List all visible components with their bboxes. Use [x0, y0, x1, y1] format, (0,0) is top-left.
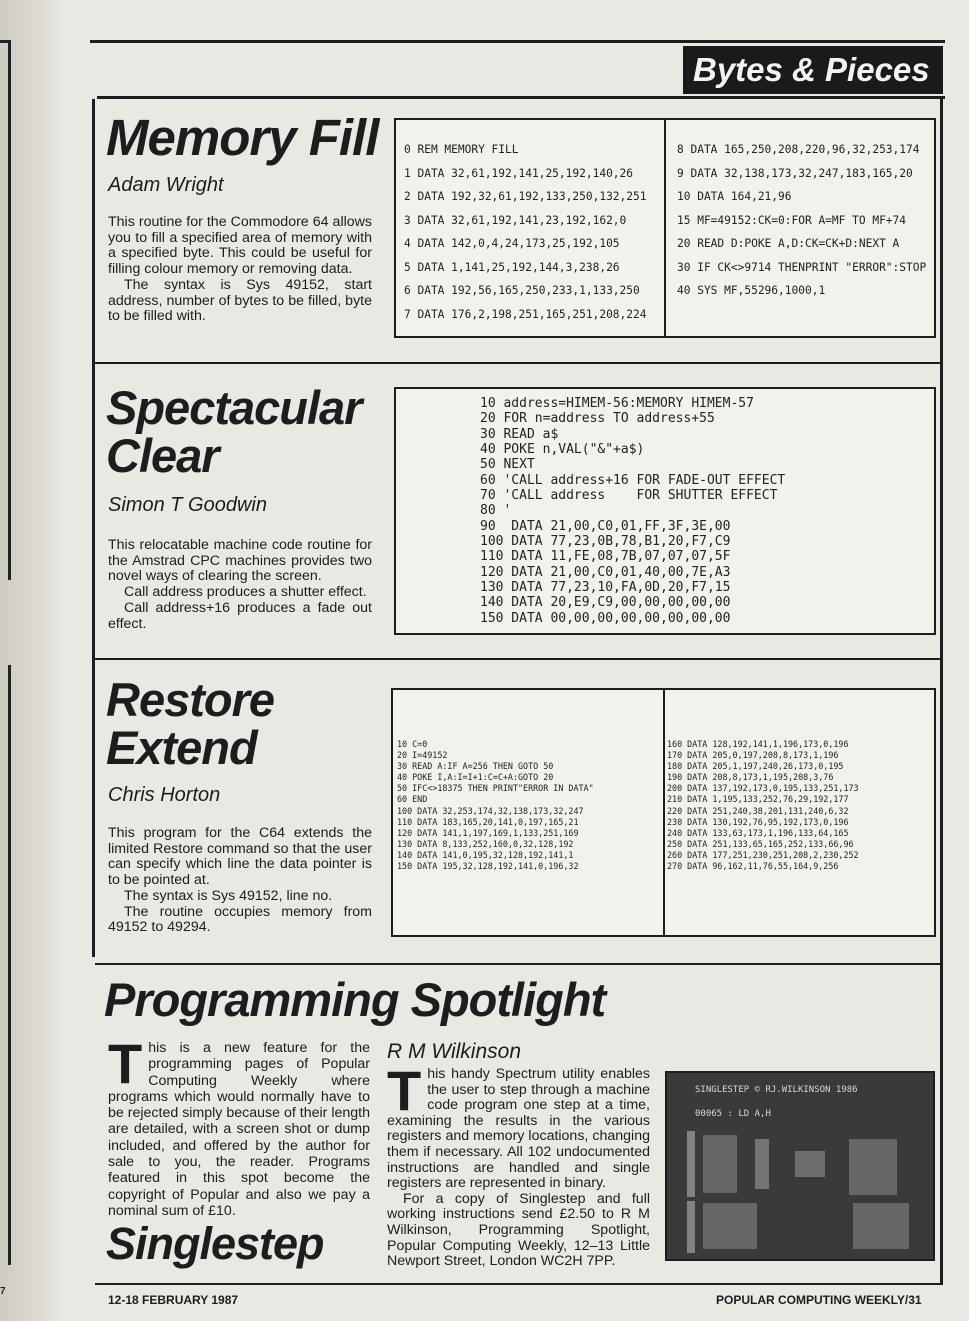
screen-instruction: 00065 : LD A,H	[695, 1109, 771, 1119]
listing-divider	[663, 690, 665, 935]
program-listing	[394, 118, 936, 338]
program-author: R M Wilkinson	[387, 1040, 521, 1063]
header-rule	[97, 96, 945, 99]
paragraph: Call address+16 produces a fade out effect.	[108, 599, 372, 632]
header-rule	[90, 40, 945, 43]
listing-line: 90 DATA 21,00,C0,01,FF,3F,3E,00	[480, 518, 731, 534]
listing-column	[677, 138, 926, 303]
paragraph: This relocatable machine code routine for the Amstrad CPC machines provides two novel ways of clearing the screen.	[108, 537, 372, 585]
listing-line: 70 'CALL address FOR SHUTTER EFFECT	[480, 488, 778, 504]
program-listing	[391, 688, 936, 937]
spine-rule	[8, 665, 11, 1265]
listing-line: 270 DATA 96,162,11,76,55,164,9,256	[667, 861, 839, 872]
listing-line: 50 NEXT	[480, 457, 535, 473]
listing-line: 2 DATA 192,32,61,192,133,250,132,251	[404, 190, 647, 203]
margin-page-number: 7	[0, 1286, 6, 1297]
listing-line: 220 DATA 251,240,38,201,131,240,6,32	[667, 805, 849, 816]
memory-values	[853, 1203, 909, 1249]
listing-line: 30 READ A:IF A=256 THEN GOTO 50	[397, 761, 554, 772]
article-title	[106, 673, 275, 774]
listing-line: 150 DATA 00,00,00,00,00,00,00,00	[480, 610, 731, 626]
listing-line: 150 DATA 195,32,128,192,141,0,196,32	[397, 861, 579, 872]
listing-line: 60 END	[397, 794, 428, 805]
listing-line: 110 DATA 11,FE,08,7B,07,07,07,5F	[480, 549, 731, 565]
article-title: Memory Fill	[106, 109, 379, 166]
paragraph: The routine occupies memory from 49152 to 49294.	[108, 903, 372, 936]
listing-line: 30 IF CK<>9714 THENPRINT "ERROR":STOP	[677, 260, 927, 274]
listing-line: 120 DATA 141,1,197,169,1,133,251,169	[397, 827, 579, 838]
spine-rule	[8, 40, 11, 580]
drop-cap: T	[387, 1059, 422, 1122]
listing-line: 80 '	[480, 503, 512, 519]
article-title	[106, 381, 362, 482]
listing-line: 170 DATA 205,0,197,208,8,173,1,196	[667, 750, 839, 761]
program-title: Singlestep	[106, 1218, 324, 1269]
listing-line: 8 DATA 165,250,208,220,96,32,253,174	[677, 143, 920, 156]
register-values	[755, 1139, 769, 1189]
listing-line: 160 DATA 128,192,141,1,196,173,0,196	[667, 739, 849, 749]
frame-right-rule	[940, 99, 943, 1284]
listing-line: 5 DATA 1,141,25,192,144,3,238,26	[404, 260, 620, 274]
title-line: Extend	[106, 721, 257, 774]
spotlight-title: Programming Spotlight	[104, 973, 606, 1026]
footer-publication: POPULAR COMPUTING WEEKLY/31	[716, 1293, 922, 1307]
frame-left-rule	[92, 99, 95, 957]
listing-line: 40 POKE n,VAL("&"+a$)	[480, 442, 645, 458]
listing-line: 140 DATA 20,E9,C9,00,00,00,00,00	[480, 595, 731, 611]
listing-line: 130 DATA 8,133,252,160,0,32,128,192	[397, 838, 574, 849]
article-body	[108, 215, 372, 325]
listing-line: 260 DATA 177,251,230,251,208,2,230,252	[667, 849, 859, 860]
listing-line: 20 I=49152	[397, 750, 448, 761]
article-author: Simon T Goodwin	[108, 494, 267, 516]
section-divider	[95, 963, 940, 965]
register-values	[703, 1135, 737, 1193]
spotlight-intro	[108, 1032, 370, 1219]
article-author: Adam Wright	[108, 174, 224, 196]
listing-line: 250 DATA 251,133,65,165,252,133,66,96	[667, 838, 854, 849]
listing-line: 10 C=0	[397, 739, 428, 749]
listing-column	[667, 739, 859, 872]
paragraph: This routine for the Commodore 64 allows you to fill a specified area of memory with a specified byte. This could be useful for filling colour memory or removing data.	[108, 214, 372, 278]
title-line: Spectacular	[106, 381, 362, 434]
section-divider	[95, 658, 940, 660]
listing-line: 100 DATA 32,253,174,32,138,173,32,247	[397, 805, 584, 816]
register-column	[687, 1131, 695, 1197]
listing-line: 0 REM MEMORY FILL	[404, 143, 519, 156]
listing-line: 30 READ a$	[480, 426, 559, 442]
listing-line: 140 DATA 141,0,195,32,128,192,141,1	[397, 849, 574, 860]
listing-line: 120 DATA 21,00,C0,01,40,00,7E,A3	[480, 564, 731, 580]
listing-line: 10 address=HIMEM-56:MEMORY HIMEM-57	[480, 396, 754, 411]
listing-column	[404, 138, 646, 326]
listing-line: 7 DATA 176,2,198,251,165,251,208,224	[404, 307, 647, 321]
listing-line: 4 DATA 142,0,4,24,173,25,192,105	[404, 237, 620, 250]
screen-title: SINGLESTEP © RJ.WILKINSON 1986	[695, 1085, 858, 1095]
listing-line: 20 FOR n=address TO address+55	[480, 411, 715, 427]
paragraph: Call address produces a shutter effect.	[124, 584, 367, 601]
listing-column	[480, 396, 785, 626]
intro-text: his is a new feature for the programming pages of Popular Computing Weekly where programs which would normally have to be rejected simply because of their length are detailed, with a screen shot or dump included, and offered by the author for sale to you, the reader. Programs featured in this spot become the copyright of Popular and also we pay a nominal sum of £10.	[108, 1040, 370, 1219]
title-line: Restore	[106, 673, 275, 726]
article-author: Chris Horton	[108, 784, 221, 806]
register-values	[795, 1151, 825, 1177]
listing-column	[397, 739, 594, 872]
listing-line: 40 POKE I,A:I=I+1:C=C+A:GOTO 20	[397, 772, 554, 783]
listing-line: 6 DATA 192,56,165,250,233,1,133,250	[404, 284, 640, 297]
listing-line: 110 DATA 183,165,20,141,0,197,165,21	[397, 816, 579, 827]
program-listing	[394, 387, 936, 635]
paragraph: The syntax is Sys 49152, start address, number of bytes to be filled, byte to be filled with.	[108, 276, 372, 325]
register-column	[687, 1201, 695, 1253]
paragraph: The syntax is Sys 49152, line no.	[124, 887, 333, 904]
listing-line: 130 DATA 77,23,10,FA,0D,20,F7,15	[480, 580, 731, 596]
listing-line: 230 DATA 130,192,76,95,192,173,0,196	[667, 816, 849, 827]
footer-rule	[95, 1283, 943, 1285]
binary-values	[703, 1203, 757, 1249]
footer-date: 12-18 FEBRUARY 1987	[108, 1293, 239, 1307]
register-values	[849, 1139, 897, 1195]
listing-line: 60 'CALL address+16 FOR FADE-OUT EFFECT	[480, 472, 786, 488]
description-text: his handy Spectrum utility enables the user to step through a machine code program one step at a time, examining the results in the various registers and memory locations, changing them if necessary. All 102 undocumented instructions are handled and single registers are represented in binary.	[387, 1066, 650, 1192]
listing-line: 190 DATA 208,8,173,1,195,208,3,76	[667, 772, 834, 783]
program-description	[387, 1059, 650, 1270]
section-banner: Bytes & Pieces	[683, 46, 943, 94]
article-body	[108, 826, 372, 936]
listing-divider	[664, 120, 666, 336]
listing-line: 240 DATA 133,63,173,1,196,133,64,165	[667, 827, 849, 838]
listing-line: 50 IFC<>18375 THEN PRINT"ERROR IN DATA"	[397, 783, 594, 794]
paragraph: This program for the C64 extends the limited Restore command so that the user can specify which line the data pointer is to be pointed at.	[108, 825, 372, 889]
listing-line: 10 DATA 164,21,96	[677, 190, 792, 203]
listing-line: 100 DATA 77,23,0B,78,B1,20,F7,C9	[480, 534, 731, 550]
order-text: For a copy of Singlestep and full working instructions send £2.50 to R M Wilkinson, Programming Spotlight, Popular Computing Weekly, 12–13 Little Newport Street, London WC2H 7PP.	[387, 1190, 650, 1270]
listing-line: 20 READ D:POKE A,D:CK=CK+D:NEXT A	[677, 237, 900, 250]
listing-line: 180 DATA 205,1,197,240,26,173,0,195	[667, 761, 844, 772]
title-line: Clear	[106, 429, 219, 482]
listing-line: 9 DATA 32,138,173,32,247,183,165,20	[677, 166, 913, 180]
program-screenshot	[665, 1071, 935, 1261]
listing-line: 3 DATA 32,61,192,141,23,192,162,0	[404, 213, 627, 227]
section-divider	[95, 362, 940, 364]
listing-line: 210 DATA 1,195,133,252,76,29,192,177	[667, 794, 849, 805]
listing-line: 40 SYS MF,55296,1000,1	[677, 284, 826, 297]
drop-cap: T	[108, 1032, 143, 1095]
listing-line: 200 DATA 137,192,173,0,195,133,251,173	[667, 783, 859, 794]
listing-line: 15 MF=49152:CK=0:FOR A=MF TO MF+74	[677, 213, 907, 227]
listing-line: 1 DATA 32,61,192,141,25,192,140,26	[404, 166, 634, 180]
article-body	[108, 538, 372, 632]
